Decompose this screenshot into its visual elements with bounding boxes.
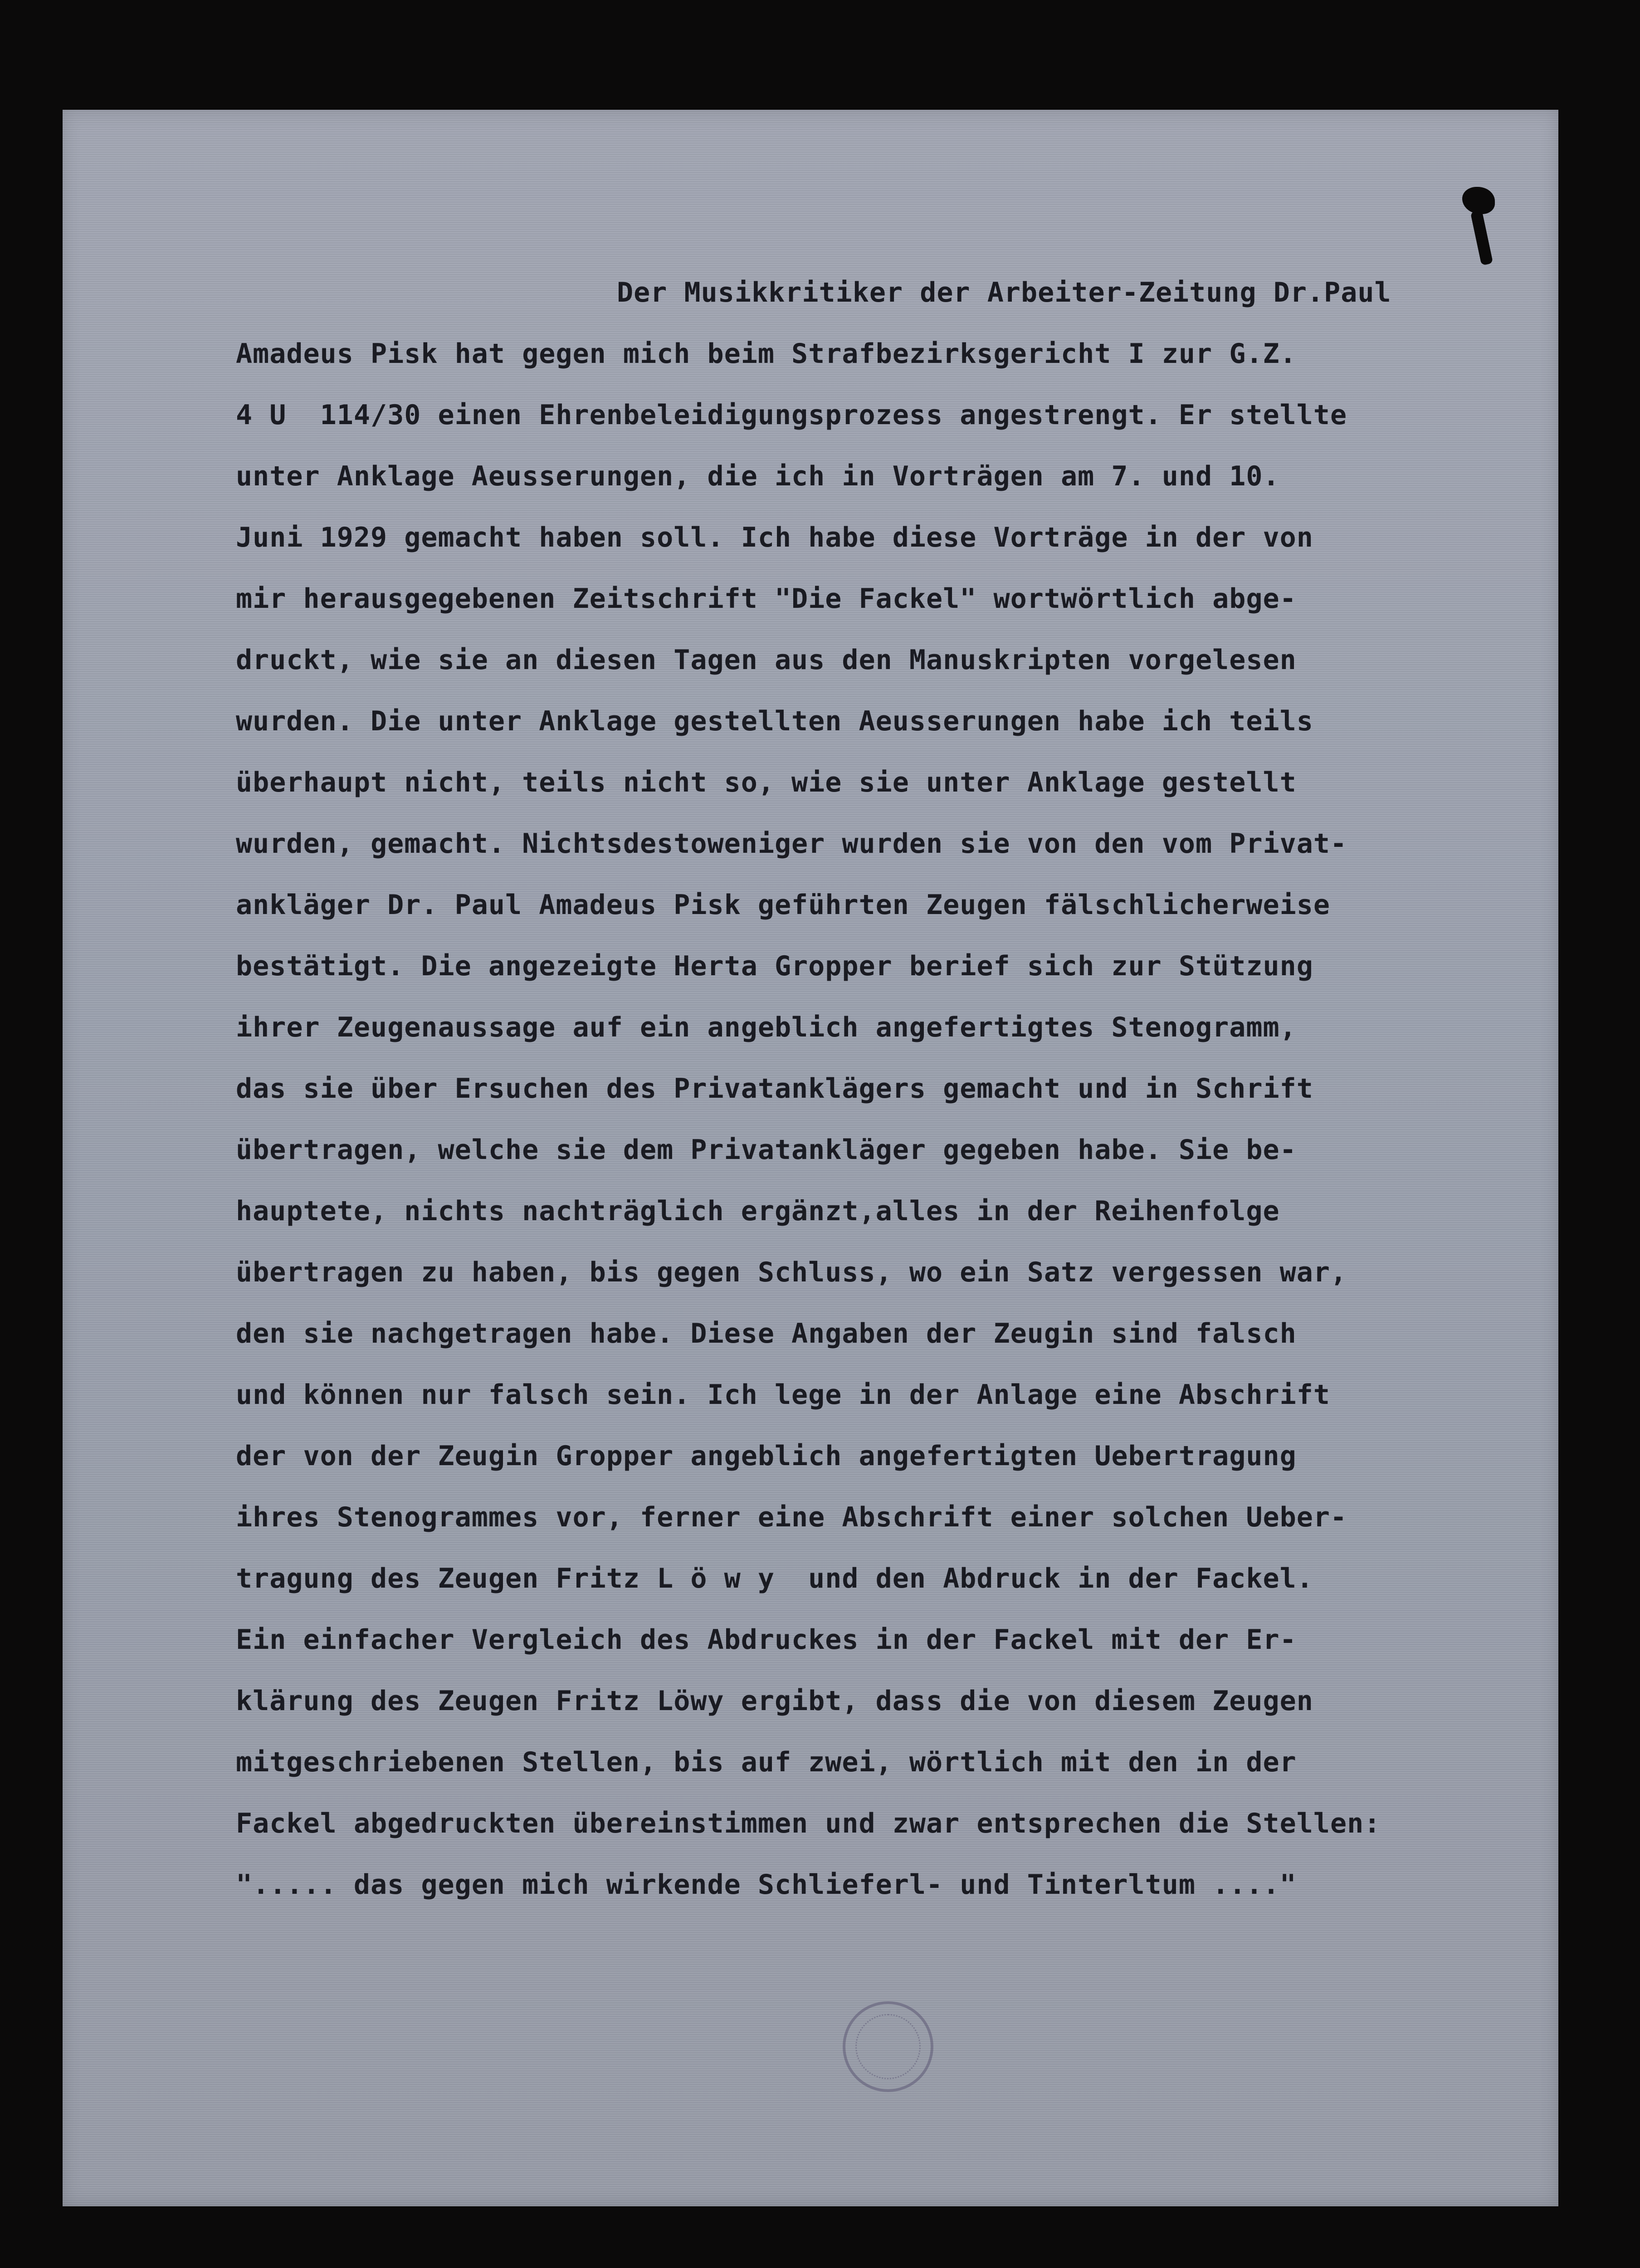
text-line: und können nur falsch sein. Ich lege in der Anlage eine Abschrift [236, 1379, 1330, 1411]
text-line: überhaupt nicht, teils nicht so, wie sie unter Anklage gestellt [236, 767, 1297, 798]
text-line: tragung des Zeugen Fritz L ö w y und den Abdruck in der Fackel. [236, 1563, 1313, 1594]
text-line: Juni 1929 gemacht haben soll. Ich habe diese Vorträge in der von [236, 522, 1313, 553]
text-line: den sie nachgetragen habe. Diese Angaben der Zeugin sind falsch [236, 1318, 1297, 1349]
text-line: wurden, gemacht. Nichtsdestoweniger wurden sie von den vom Privat- [236, 828, 1347, 860]
text-line: unter Anklage Aeusserungen, die ich in Vorträgen am 7. und 10. [236, 460, 1280, 492]
text-line: Der Musikkritiker der Arbeiter-Zeitung Dr.Paul [617, 277, 1391, 308]
text-line: Ein einfacher Vergleich des Abdruckes in der Fackel mit der Er- [236, 1624, 1297, 1656]
text-line: hauptete, nichts nachträglich ergänzt,alles in der Reihenfolge [236, 1195, 1280, 1227]
text-line: bestätigt. Die angezeigte Herta Gropper berief sich zur Stützung [236, 950, 1313, 982]
text-line: das sie über Ersuchen des Privatanklägers gemacht und in Schrift [236, 1073, 1313, 1105]
archive-seal [843, 2001, 933, 2092]
text-line: ankläger Dr. Paul Amadeus Pisk geführten Zeugen fälschlicherweise [236, 889, 1330, 921]
text-line: Amadeus Pisk hat gegen mich beim Strafbezirksgericht I zur G.Z. [236, 338, 1297, 370]
text-line: ihres Stenogrammes vor, ferner eine Abschrift einer solchen Ueber- [236, 1501, 1347, 1533]
text-line: druckt, wie sie an diesen Tagen aus den Manuskripten vorgelesen [236, 644, 1297, 676]
punch-hole [1462, 187, 1495, 214]
text-line: Fackel abgedruckten übereinstimmen und zwar entsprechen die Stellen: [236, 1808, 1381, 1839]
text-line: mitgeschriebenen Stellen, bis auf zwei, wörtlich mit den in der [236, 1746, 1297, 1778]
text-line: übertragen, welche sie dem Privatankläger gegeben habe. Sie be- [236, 1134, 1297, 1166]
text-line: wurden. Die unter Anklage gestellten Aeusserungen habe ich teils [236, 705, 1313, 737]
text-line: 4 U 114/30 einen Ehrenbeleidigungsprozess angestrengt. Er stellte [236, 399, 1347, 431]
text-line: mir herausgegebenen Zeitschrift "Die Fackel" wortwörtlich abge- [236, 583, 1297, 615]
text-line: "..... das gegen mich wirkende Schlieferl- und Tinterltum ...." [236, 1869, 1297, 1901]
text-line: klärung des Zeugen Fritz Löwy ergibt, dass die von diesem Zeugen [236, 1685, 1313, 1717]
text-line: der von der Zeugin Gropper angeblich angefertigten Uebertragung [236, 1440, 1297, 1472]
text-line: ihrer Zeugenaussage auf ein angeblich angefertigtes Stenogramm, [236, 1012, 1297, 1043]
text-line: übertragen zu haben, bis gegen Schluss, wo ein Satz vergessen war, [236, 1256, 1347, 1288]
